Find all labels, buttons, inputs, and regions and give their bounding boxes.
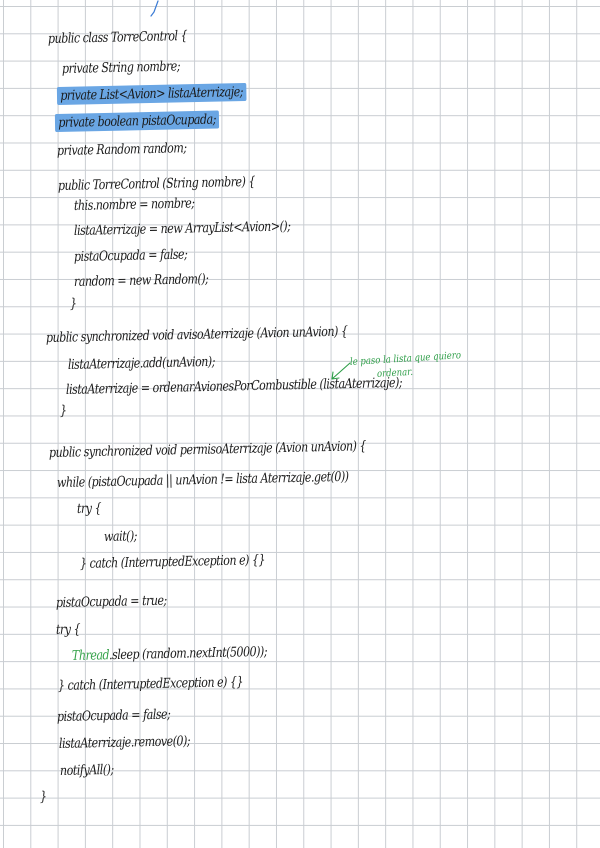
code-line-lista-remove: listaAterrizaje.remove(0); [58, 733, 191, 752]
code-line-field-lista [57, 83, 246, 105]
code-line-constructor: public TorreControl (String nombre) { [57, 173, 256, 194]
code-line-assign-nombre: this.nombre = nombre; [73, 195, 195, 214]
code-line-try-1: try { [76, 500, 102, 517]
code-line-pista-true: pistaOcupada = true; [55, 592, 167, 611]
code-line-pista-false: pistaOcupada = false; [56, 706, 171, 725]
code-line-class-declaration: public class TorreControl { [47, 28, 188, 47]
code-line-catch-2: } catch (InterruptedException e) {} [57, 674, 244, 694]
code-line-lista-ordenar: listaAterrizaje = ordenarAvionesPorCombustible (listaAterrizaje); [65, 374, 403, 398]
code-line-field-pista [55, 111, 219, 132]
code-line-aviso-close: } [59, 402, 67, 419]
code-line-notify-all: notifyAll(); [59, 761, 114, 779]
thread-class-name: Thread [71, 647, 110, 664]
code-line-assign-pista: pistaOcupada = false; [73, 246, 188, 265]
code-line-aviso-method: public synchronized void avisoAterrizaje (Avion unAvion) { [45, 323, 348, 346]
code-line-field-nombre: private String nombre; [61, 58, 181, 77]
code-line-permiso-method: public synchronized void permisoAterrizaje (Avion unAvion) { [48, 438, 367, 461]
code-line-field-random: private Random random; [56, 140, 187, 159]
code-line-method-close: } [39, 788, 47, 805]
highlight-mark: private boolean pistaOcupada; [55, 111, 219, 132]
annotation-line-2: ordenar. [376, 366, 414, 380]
sleep-call: .sleep (random.nextInt(5000)); [108, 643, 268, 664]
code-line-constructor-close: } [69, 295, 77, 312]
code-line-while: while (pistaOcupada || unAvion != lista Aterrizaje.get(0)) [56, 468, 349, 491]
code-line-wait: wait(); [103, 528, 138, 545]
code-line-thread-sleep [72, 643, 267, 665]
annotation-line-1: le paso la lista que quiero [349, 350, 462, 368]
code-line-assign-lista: listaAterrizaje = new ArrayList<Avion>(); [73, 218, 291, 239]
code-line-try-2: try { [55, 621, 81, 638]
code-line-lista-add: listaAterrizaje.add(unAvion); [67, 353, 216, 373]
code-line-catch-1: } catch (InterruptedException e) {} [79, 552, 266, 572]
highlight-mark: private List<Avion> listaAterrizaje; [57, 83, 246, 105]
pen-stroke-mark [148, 0, 162, 20]
code-line-assign-random: random = new Random(); [73, 271, 209, 290]
